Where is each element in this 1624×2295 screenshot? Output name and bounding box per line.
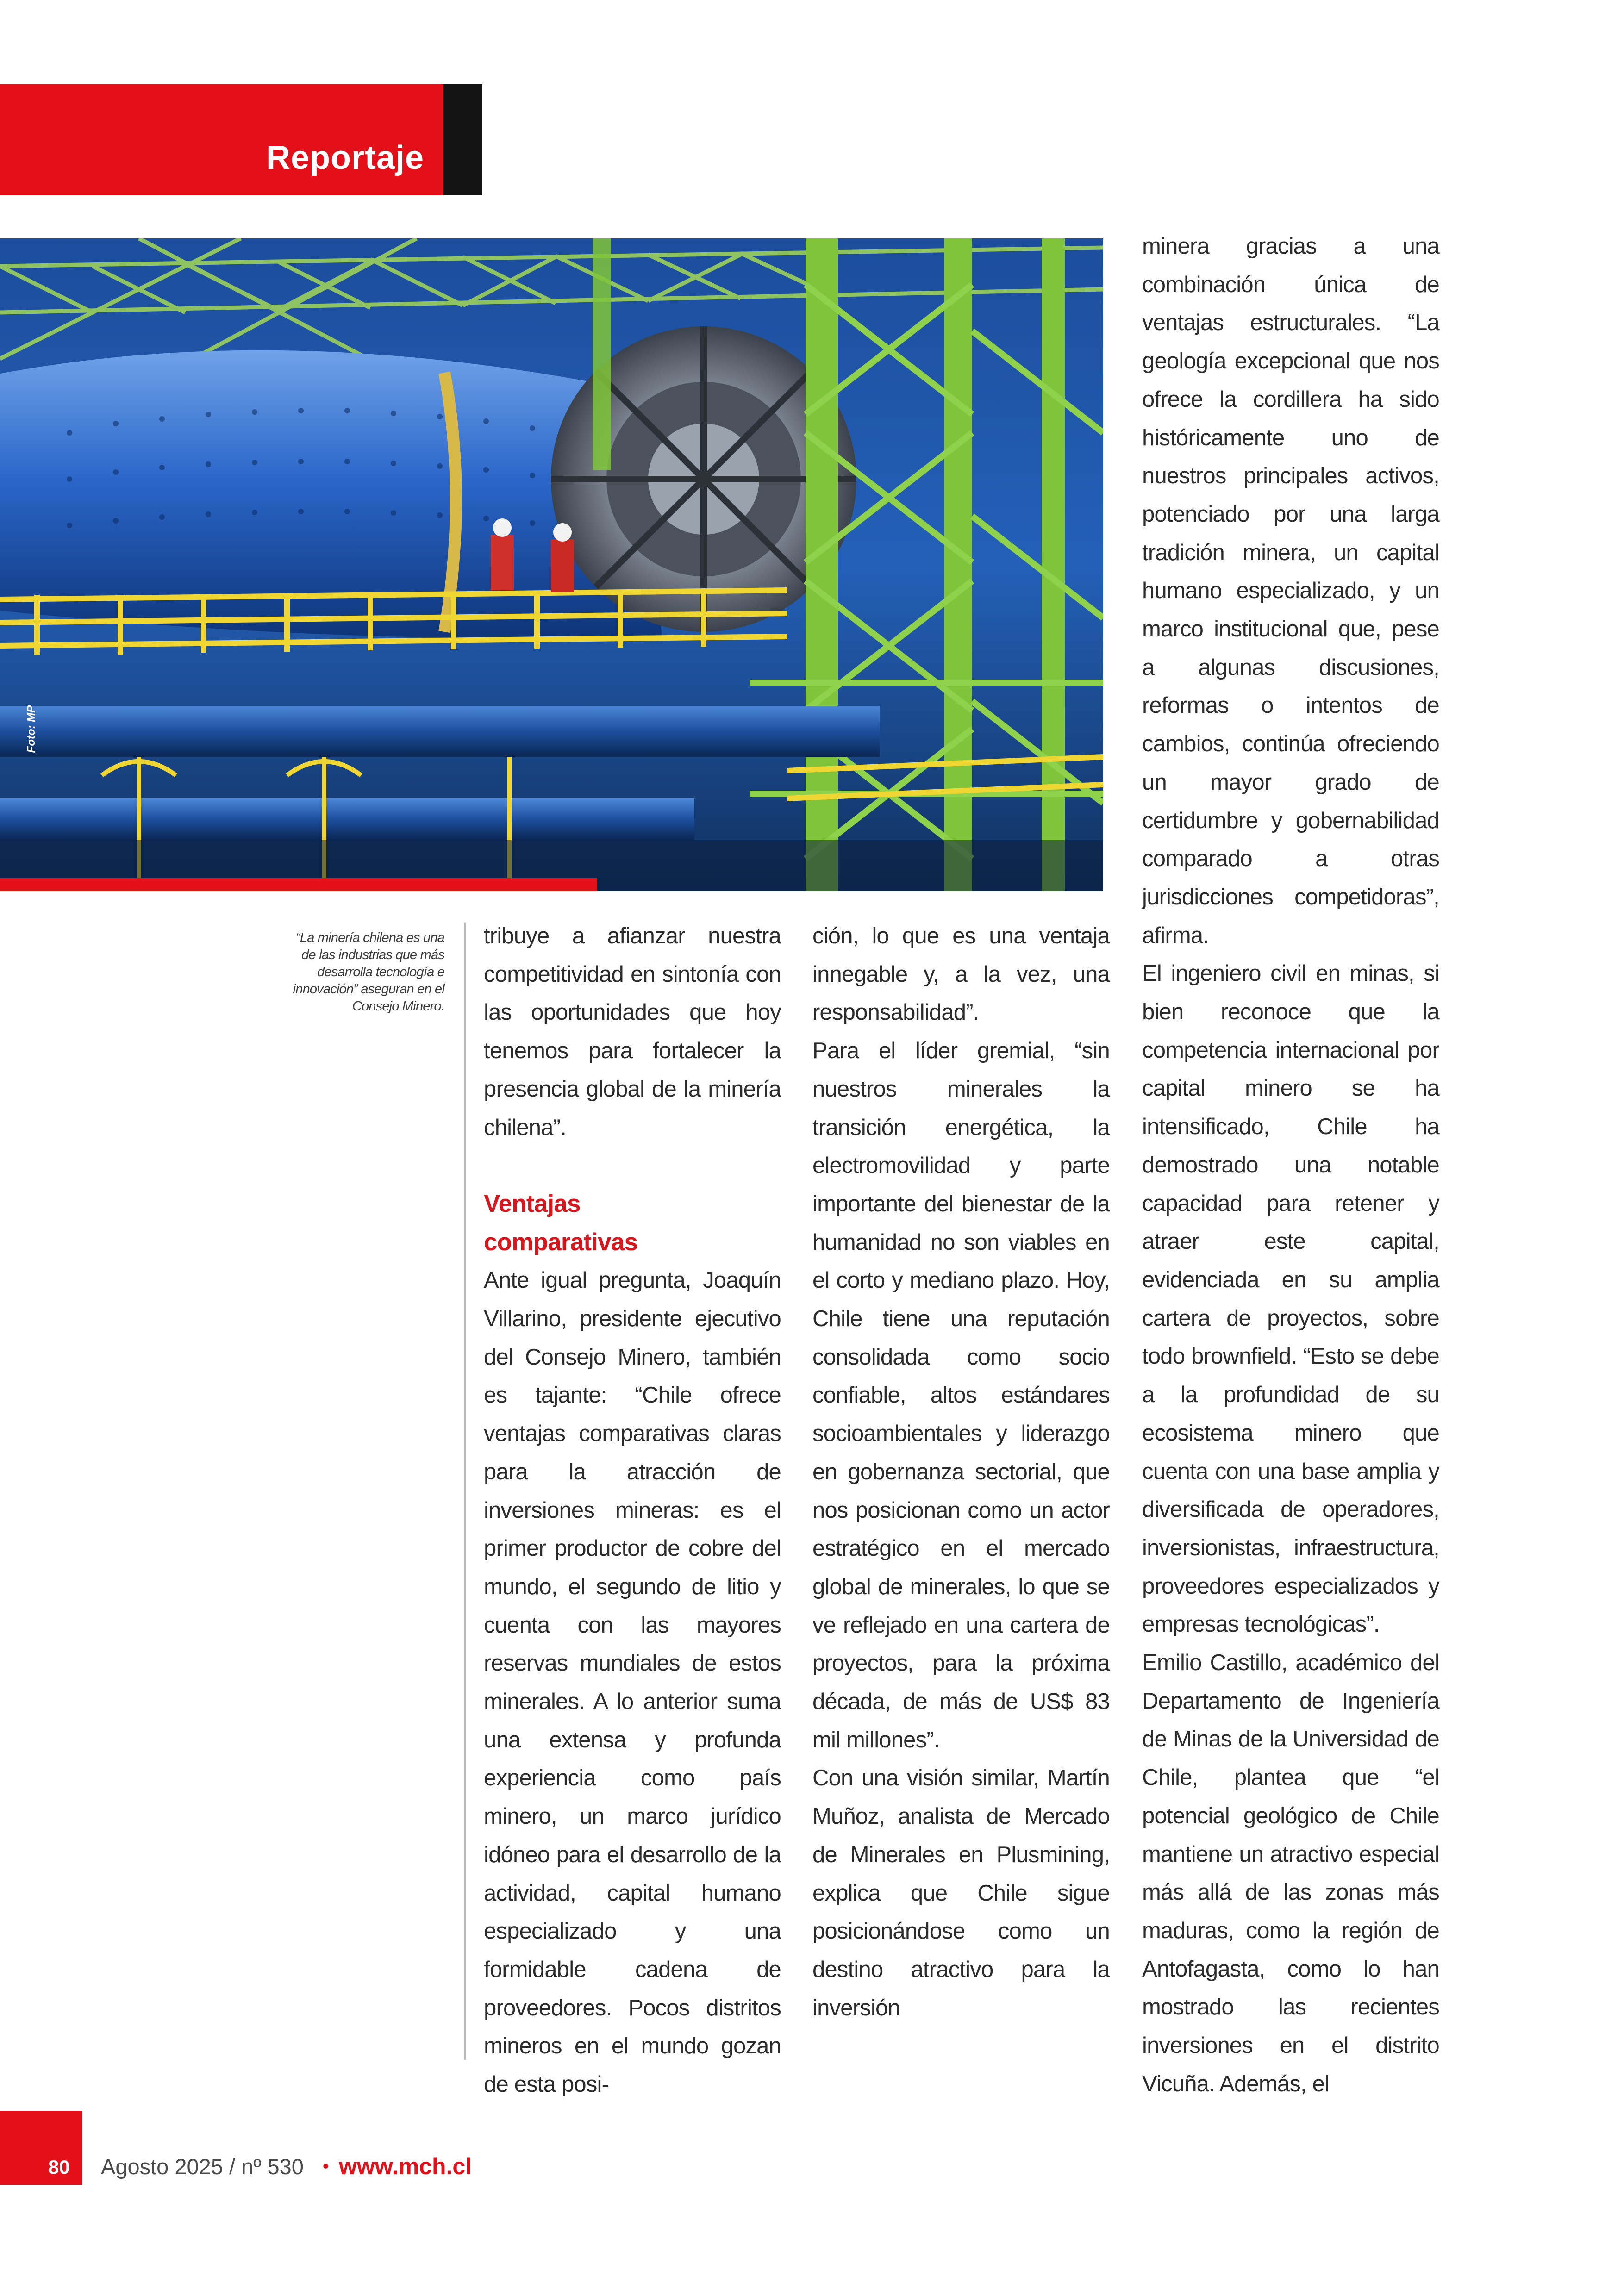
section-label: Reportaje — [266, 139, 425, 176]
paragraph: Ante igual pregunta, Joaquín Villarino, presidente ejecutivo del Consejo Minero, también es tajante: “Chile ofrece ventajas comparativas claras para la atracción de inversiones mineras: es el primer productor de cobre del mundo, el segundo de litio y cuenta con las mayores reservas mundiales de estos minerales. A lo anterior suma una extensa y profunda experiencia como país minero, un marco jurídico idóneo para el desarrollo de la actividad, capital humano especializado y una formidable cadena de proveedores. Pocos distritos mineros en el mundo gozan de esta posi- — [484, 1268, 781, 2097]
caption-line: desarrolla tecnología e — [317, 965, 444, 979]
photo-caption — [269, 929, 444, 1015]
column-rule — [464, 923, 466, 2060]
section-tab-accent — [443, 84, 482, 195]
paragraph: tribuye a afianzar nuestra competitividad en sintonía con las oportunidades que hoy tenemos para fortalecer la presencia global de la minería chilena”. — [484, 923, 781, 1140]
caption-line: Consejo Minero. — [352, 999, 444, 1014]
caption-line: “La minería chilena es una — [296, 930, 444, 945]
paragraph: minera gracias a una combinación única de ventajas estructurales. “La geología excepcional que nos ofrece la cordillera ha sido históricamente uno de nuestros principales activos, potenciado por una larga tradición minera, un capital humano especializado, y un marco institucional que, pese a algunas discusiones, reformas o intentos de cambios, continúa ofreciendo un mayor grado de certidumbre y gobernabilidad comparado a otras jurisdicciones competidoras”, afirma. — [1142, 234, 1439, 948]
photo-credit: Foto: MP — [25, 705, 37, 753]
paragraph: Emilio Castillo, académico del Departamento de Ingeniería de Minas de la Universidad de Chile, plantea que “el potencial geológico de Chile mantiene un atractivo especial más allá de las zonas más maduras, como la región de Antofagasta, como lo han mostrado las recientes inversiones en el distrito Vicuña. Además, el — [1142, 1650, 1439, 2096]
article-column-1 — [484, 917, 781, 2104]
section-heading — [484, 1185, 781, 1261]
page-number: 80 — [48, 2156, 70, 2178]
caption-line: innovación” aseguran en el — [293, 982, 444, 997]
paragraph: El ingeniero civil en minas, si bien reconoce que la competencia internacional por capital minero se ha intensificado, Chile ha demostrado una notable capacidad para retener y atraer este capital, evidenciada en su amplia cartera de proyectos, sobre todo brownfield. “Esto se debe a la profundidad de su ecosistema minero que cuenta con una base amplia y diversificada de operadores, inversionistas, infraestructura, proveedores especializados y empresas tecnológicas”. — [1142, 961, 1439, 1637]
heading-line: comparativas — [484, 1228, 638, 1256]
separator-bullet: • — [321, 2158, 331, 2177]
caption-line: de las industrias que más — [301, 948, 444, 962]
website-link[interactable]: www.mch.cl — [339, 2153, 472, 2179]
issue-info: Agosto 2025 / nº 530 — [101, 2154, 304, 2179]
article-photo — [0, 238, 1103, 891]
article-column-3 — [1142, 227, 1439, 2103]
article-column-2 — [812, 917, 1110, 2027]
paragraph: ción, lo que es una ventaja innegable y, a la vez, una responsabilidad”. — [812, 923, 1110, 1025]
photo-accent-bar — [0, 878, 597, 891]
paragraph: Con una visión similar, Martín Muñoz, analista de Mercado de Minerales en Plusmining, explica que Chile sigue posicionándose como un destino atractivo para la inversión — [812, 1765, 1110, 2021]
heading-line: Ventajas — [484, 1190, 581, 1217]
spacer — [484, 1147, 781, 1185]
footer-page-box — [0, 2111, 82, 2185]
paragraph: Para el líder gremial, “sin nuestros minerales la transición energética, la electromovilidad y parte importante del bienestar de la humanidad no son viables en el corto y mediano plazo. Hoy, Chile tiene una reputación consolidada como socio confiable, altos estándares socioambientales y liderazgo en gobernanza sectorial, que nos posicionan como un actor estratégico en el mercado global de minerales, lo que se ve reflejado en una cartera de proyectos, para la próxima década, de más de US$ 83 mil millones”. — [812, 1038, 1110, 1752]
